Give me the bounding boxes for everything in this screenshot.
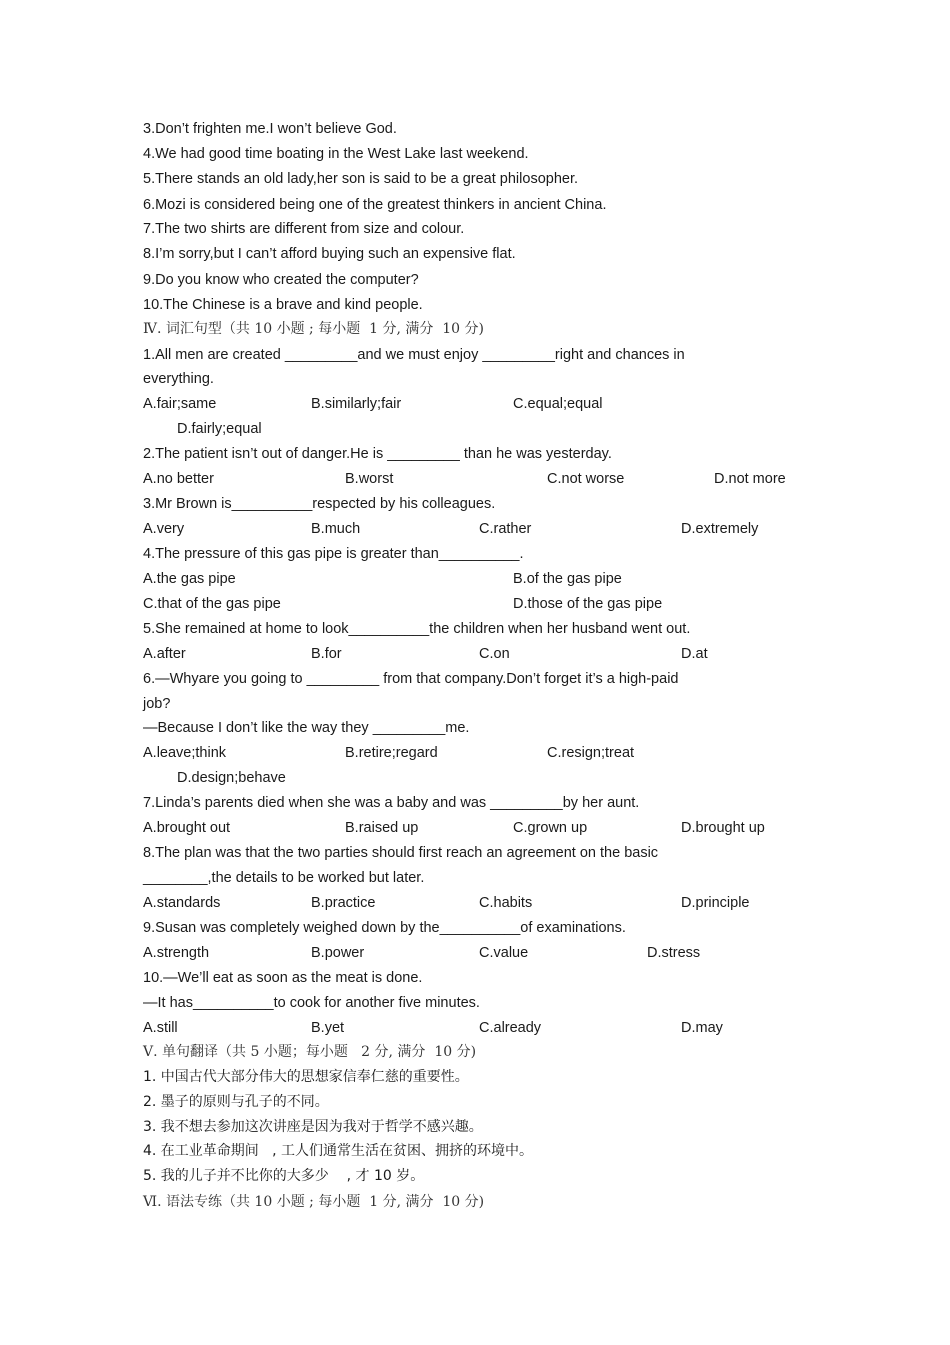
- q7-option-b: B.raised up: [345, 820, 419, 836]
- q5-option-a: A.after: [143, 646, 186, 662]
- sentence-9: 9.Do you know who created the computer?: [143, 272, 419, 288]
- sentence-7: 7.The two shirts are different from size and colour.: [143, 221, 465, 237]
- q3-option-c: C.rather: [479, 521, 532, 537]
- q5-option-c: C.on: [479, 646, 510, 662]
- q9-option-d: D.stress: [647, 945, 701, 961]
- q8-option-a: A.standards: [143, 895, 221, 911]
- q4-option-d: D.those of the gas pipe: [513, 596, 663, 612]
- translation-4: 4. 在工业革命期间 , 工人们通常生活在贫困、拥挤的环境中。: [143, 1143, 534, 1159]
- q2-option-a: A.no better: [143, 471, 214, 487]
- q10-option-c: C.already: [479, 1020, 542, 1036]
- question-5: 5.She remained at home to look__________the children when her husband went out.: [143, 621, 691, 637]
- question-6-line-3: —Because I don’t like the way they _________me.: [143, 720, 470, 736]
- q1-option-d: D.fairly;equal: [177, 421, 262, 437]
- q9-option-b: B.power: [311, 945, 365, 961]
- question-1-line-2: everything.: [143, 371, 214, 387]
- q1-option-a: A.fair;same: [143, 396, 217, 412]
- section-6-title: Ⅵ. 语法专练（共 10 小题 ; 每小题 1 分, 满分 10 分): [143, 1194, 485, 1210]
- question-10-line-2: —It has__________to cook for another five minutes.: [143, 995, 480, 1011]
- q10-option-b: B.yet: [311, 1020, 345, 1036]
- q8-option-d: D.principle: [681, 895, 750, 911]
- sentence-10: 10.The Chinese is a brave and kind people.: [143, 297, 423, 313]
- q10-option-d: D.may: [681, 1020, 723, 1036]
- q4-option-c: C.that of the gas pipe: [143, 596, 281, 612]
- q2-option-c: C.not worse: [547, 471, 625, 487]
- translation-1: 1. 中国古代大部分伟大的思想家信奉仁慈的重要性。: [143, 1069, 469, 1085]
- sentence-3: 3.Don’t frighten me.I won’t believe God.: [143, 121, 397, 137]
- question-8-line-2: ________,the details to be worked but later.: [143, 870, 425, 886]
- q3-option-a: A.very: [143, 521, 185, 537]
- q8-option-c: C.habits: [479, 895, 533, 911]
- q2-option-b: B.worst: [345, 471, 394, 487]
- q7-option-d: D.brought up: [681, 820, 765, 836]
- question-6-line-1: 6.—Whyare you going to _________ from that company.Don’t forget it’s a high-paid: [143, 671, 679, 687]
- q4-option-a: A.the gas pipe: [143, 571, 236, 587]
- translation-5: 5. 我的儿子并不比你的大多少 , 才 10 岁。: [143, 1168, 425, 1184]
- question-8-line-1: 8.The plan was that the two parties should first reach an agreement on the basic: [143, 845, 659, 861]
- q3-option-b: B.much: [311, 521, 361, 537]
- section-5-title: Ⅴ. 单句翻译（共 5 小题；每小题 2 分, 满分 10 分): [143, 1044, 477, 1060]
- question-10-line-1: 10.—We’ll eat as soon as the meat is done.: [143, 970, 423, 986]
- section-4-title: Ⅳ. 词汇句型（共 10 小题 ; 每小题 1 分, 满分 10 分): [143, 321, 485, 337]
- q2-option-d: D.not more: [714, 471, 786, 487]
- q8-option-b: B.practice: [311, 895, 376, 911]
- q6-option-d: D.design;behave: [177, 770, 286, 786]
- question-7: 7.Linda’s parents died when she was a baby and was _________by her aunt.: [143, 795, 640, 811]
- q5-option-b: B.for: [311, 646, 342, 662]
- q9-option-c: C.value: [479, 945, 529, 961]
- sentence-4: 4.We had good time boating in the West Lake last weekend.: [143, 146, 529, 162]
- q6-option-c: C.resign;treat: [547, 745, 635, 761]
- q4-option-b: B.of the gas pipe: [513, 571, 622, 587]
- q9-option-a: A.strength: [143, 945, 210, 961]
- sentence-6: 6.Mozi is considered being one of the greatest thinkers in ancient China.: [143, 197, 607, 213]
- question-9: 9.Susan was completely weighed down by the__________of examinations.: [143, 920, 626, 936]
- sentence-8: 8.I’m sorry,but I can’t afford buying such an expensive flat.: [143, 246, 516, 262]
- question-3: 3.Mr Brown is__________respected by his colleagues.: [143, 496, 496, 512]
- q3-option-d: D.extremely: [681, 521, 759, 537]
- question-6-line-2: job?: [143, 696, 171, 712]
- question-1-line-1: 1.All men are created _________and we must enjoy _________right and chances in: [143, 347, 685, 363]
- translation-2: 2. 墨子的原则与孔子的不同。: [143, 1094, 329, 1110]
- q1-option-b: B.similarly;fair: [311, 396, 402, 412]
- q5-option-d: D.at: [681, 646, 708, 662]
- sentence-5: 5.There stands an old lady,her son is said to be a great philosopher.: [143, 171, 579, 187]
- q7-option-a: A.brought out: [143, 820, 231, 836]
- question-4: 4.The pressure of this gas pipe is greater than__________.: [143, 546, 524, 562]
- translation-3: 3. 我不想去参加这次讲座是因为我对于哲学不感兴趣。: [143, 1119, 483, 1135]
- q6-option-b: B.retire;regard: [345, 745, 438, 761]
- q6-option-a: A.leave;think: [143, 745, 227, 761]
- question-2: 2.The patient isn’t out of danger.He is _________ than he was yesterday.: [143, 446, 612, 462]
- q1-option-c: C.equal;equal: [513, 396, 603, 412]
- q10-option-a: A.still: [143, 1020, 178, 1036]
- q7-option-c: C.grown up: [513, 820, 588, 836]
